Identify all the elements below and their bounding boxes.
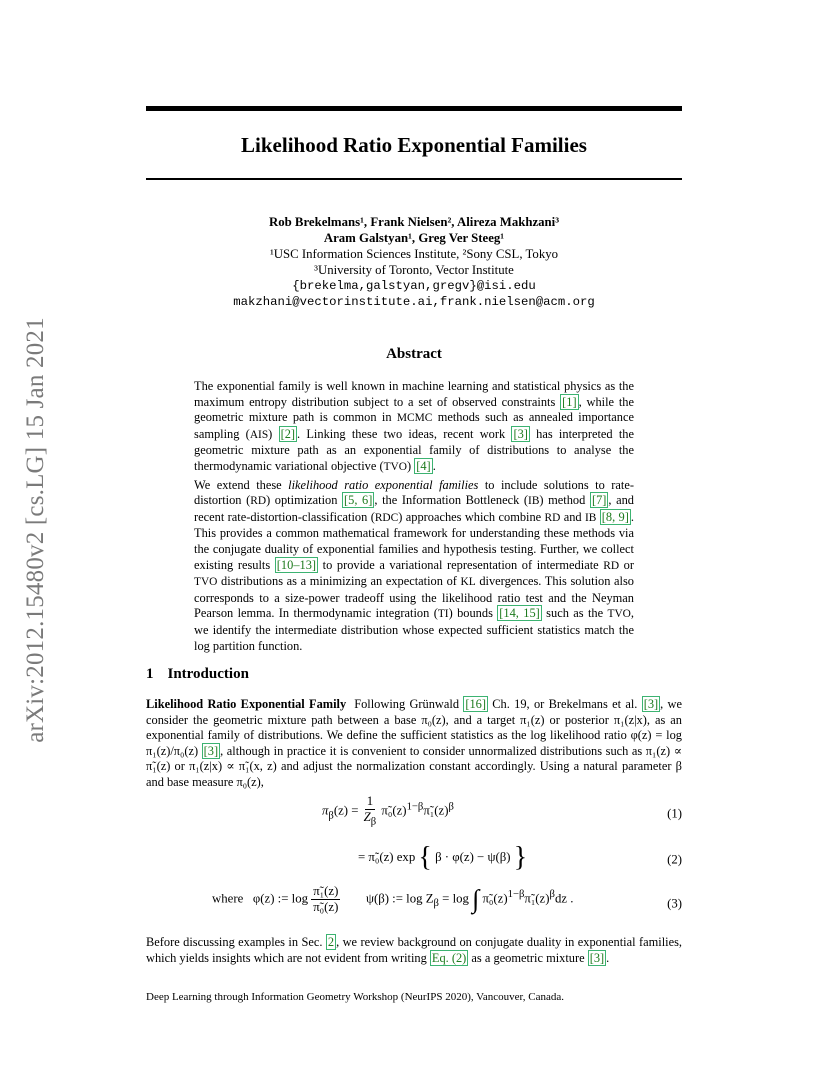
workshop-footer: Deep Learning through Information Geometry Workshop (NeurIPS 2020), Vancouver, Canada.	[146, 991, 564, 1003]
closing-paragraph: Before discussing examples in Sec. 2 , we review background on conjugate duality in exponential families, which yields insights which are not evident from writing Eq. (2) as a geometric mixture [3] .	[146, 935, 682, 965]
citation-link[interactable]: [7]	[591, 493, 607, 508]
affiliation-line-1: ¹USC Information Sciences Institute, ²Sony CSL, Tokyo	[269, 247, 559, 261]
equation-number: (1)	[667, 806, 682, 821]
abstract-paragraph-2: We extend these likelihood ratio exponential families to include solutions to rate-distortion (RD) optimization [5, 6] , the Information Bottleneck (IB) method [7] , and recent rate-distortion-classification (RDC) approaches which combine RD and IB [8, 9] . This provides a common mathematical framework for understanding these methods via the conjugate duality of exponential families and hypothesis testing. Further, we collect existing results [10–13] to provide a variational representation of intermediate RD or TVO distributions as a minimizing an expectation of KL divergences. This solution also corresponds to a size-power tradeoff using the likelihood ratio test and the Neyman Pearson lemma. In thermodynamic integration (TI) bounds [14, 15] such as the TVO, we identify the intermediate distribution whose expected sufficient statistics match the log partition function.	[194, 477, 635, 653]
equation-3: where φ(z) := log $\frac{\text{π̃₁(z)}}{\text{π̃₀(z)}}$ ψ(β) := $\log Z_\beta = \log$ ∫ $\pĩ_0(z)^{1-\beta}\pĩ_1(z)^\beta dz$ . (3)	[212, 884, 682, 914]
fraction: $\frac{\text{π̃₁(z)}}{\text{π̃₀(z)}}$	[313, 884, 339, 914]
citation-link[interactable]: [5, 6]	[344, 493, 373, 508]
section-heading-introduction	[146, 664, 249, 684]
citation-link[interactable]: [10–13]	[276, 557, 317, 572]
affiliation-line-2: ³University of Toronto, Vector Institute	[314, 263, 514, 277]
section-link[interactable]: 2	[327, 935, 335, 949]
citation-link[interactable]: [3]	[203, 743, 219, 758]
paper-title: Likelihood Ratio Exponential Families	[241, 133, 587, 157]
author-names-line-2: Aram Galstyan¹, Greg Ver Steeg¹	[323, 231, 505, 245]
citation-link[interactable]: [8, 9]	[601, 509, 629, 524]
introduction-paragraph: Likelihood Ratio Exponential Family Following Grünwald [16] Ch. 19, or Brekelmans et al. [3] , we consider the geometric mixture path between a base π₀(z), and a target π₁(z) or posterior π₁(z|x), as an exponential family of distributions. We define the sufficient statistics as the log likelihood ratio φ(z) = log π₁(z)/π₀(z) [3] , although in practice it is convenient to consider unnormalized distributions such as π₁(z) ∝ π̃₁(z) or π₁(z|x) ∝ π̃₁(x, z) and adjust the normalization constant accordingly. Using a natural parameter β and base measure π₀(z),	[146, 697, 683, 789]
citation-link[interactable]: [3]	[643, 697, 659, 711]
equation-link[interactable]: Eq. (2)	[431, 950, 467, 965]
citation-link[interactable]: [3]	[513, 426, 528, 441]
equation-1: $\pi_\beta(z)$ = $\frac{1}{Z_\beta}$ $\pĩ_0(z)^{1-\beta}\pĩ_1(z)^\beta$ (1)	[322, 794, 682, 828]
equation-number: (3)	[667, 896, 682, 911]
citation-link[interactable]: [16]	[465, 697, 486, 711]
citation-link[interactable]: [2]	[280, 426, 296, 441]
paragraph-heading: Likelihood Ratio Exponential Family	[146, 697, 347, 711]
citation-link[interactable]: [4]	[416, 458, 431, 473]
citation-link[interactable]: [3]	[589, 950, 605, 965]
abstract-body	[194, 379, 634, 656]
equation-number: (2)	[667, 852, 682, 867]
citation-link[interactable]: [1]	[562, 394, 577, 409]
author-names-line-1: Rob Brekelmans¹, Frank Nielsen², Alireza Makhzani³	[268, 215, 560, 229]
fraction: $\frac{1}{Z_\beta}$	[363, 794, 377, 828]
abstract-paragraph-1: The exponential family is well known in machine learning and statistical physics as the maximum entropy distribution subject to a set of observed constraints [1] , while the geometric mixture path is common in MCMC methods such as annealed importance sampling (AIS) [2] . Linking these two ideas, recent work [3] has interpreted the geometric mixture path as an exponential family of distributions to analyse the thermodynamic variational objective (TVO) [4] .	[194, 379, 634, 473]
email-line-2: makzhani@vectorinstitute.ai,frank.nielsen@acm.org	[233, 295, 595, 309]
arxiv-stamp-text: arXiv:2012.15480v2 [cs.LG] 15 Jan 2021	[22, 317, 49, 743]
author-block	[146, 214, 682, 310]
section-number: 1	[146, 666, 154, 682]
section-title: Introduction	[167, 666, 249, 682]
abstract-heading: Abstract	[386, 346, 442, 362]
arxiv-identifier-stamp	[22, 295, 50, 765]
title-top-rule	[146, 106, 682, 111]
equation-2: = π̃₀(z) exp { β · φ(z) − ψ(β) } (2)	[358, 842, 682, 873]
email-line-1: {brekelma,galstyan,gregv}@isi.edu	[292, 279, 536, 293]
citation-link[interactable]: [14, 15]	[499, 606, 540, 621]
title-bottom-rule	[146, 178, 682, 180]
